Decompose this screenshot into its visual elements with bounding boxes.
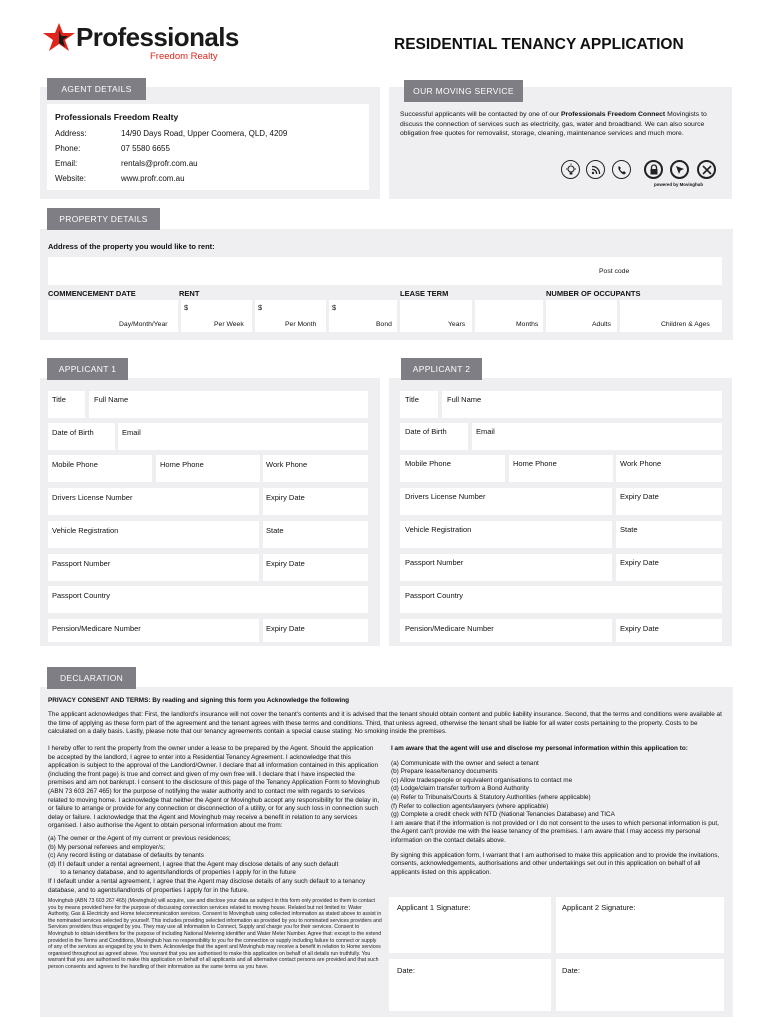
left-after: If I default under a rental agreement, I agree that the Agent may disclose details of any such default to a tenancy database, and to agents/landlords of properties I apply for in the future. xyxy=(48,877,366,894)
years-label: Years xyxy=(448,321,466,328)
left-list-item: (c) Any record listing or database of defaults by tenants xyxy=(48,852,204,860)
right-list-item: (f) Refer to collection agents/lawyers (where applicable) xyxy=(391,802,549,810)
a1-passport-label: Passport Number xyxy=(52,559,111,568)
applicant1-section-label: APPLICANT 1 xyxy=(47,358,128,380)
a1-title-label: Title xyxy=(52,395,66,404)
a2-full-name-label: Full Name xyxy=(447,395,482,404)
left-list-item: (b) My personal referees and employer/s; xyxy=(48,843,165,851)
left-list xyxy=(48,835,382,878)
per-month-label: Per Month xyxy=(285,321,317,328)
commencement-heading: COMMENCEMENT DATE xyxy=(48,289,136,298)
moving-text-b: Movingists to discuss the connection of services such as electricity, gas, water and broadband. We can also source obligation free quotes for removalist, storage, cleaning, maintenance services and much more. xyxy=(400,111,707,138)
a1-passport-expiry-label: Expiry Date xyxy=(266,559,305,568)
moving-text xyxy=(400,110,718,139)
currency-sign: $ xyxy=(258,303,263,312)
a2-pension-label: Pension/Medicare Number xyxy=(405,624,494,633)
a2-vehicle-label: Vehicle Registration xyxy=(405,525,472,534)
declaration-section-label: DECLARATION xyxy=(47,667,136,689)
cursor-icon xyxy=(670,160,689,179)
a1-home-phone-label: Home Phone xyxy=(160,460,204,469)
per-week-label: Per Week xyxy=(214,321,244,328)
right-heading: I am aware that the agent will use and disclose my personal information within this application to: xyxy=(391,745,688,752)
agent-address-label: Address: xyxy=(55,129,87,138)
a1-passport-country-label: Passport Country xyxy=(52,591,110,600)
a1-vehicle-label: Vehicle Registration xyxy=(52,526,119,535)
lock-icon xyxy=(644,160,663,179)
a2-mobile-label: Mobile Phone xyxy=(405,459,451,468)
applicant1-signature-label: Applicant 1 Signature: xyxy=(397,903,471,912)
occupants-heading: NUMBER OF OCCUPANTS xyxy=(546,289,641,298)
a2-passport-expiry-label: Expiry Date xyxy=(620,558,659,567)
months-label: Months xyxy=(516,321,539,328)
children-label: Children & Ages xyxy=(661,321,710,328)
page-title: RESIDENTIAL TENANCY APPLICATION xyxy=(394,36,684,53)
a2-license-expiry-label: Expiry Date xyxy=(620,492,659,501)
applicant2-date-label: Date: xyxy=(562,966,580,975)
left-fine-print: Movinghub (ABN 73 603 267 465) (Movinghub) will acquire, use and disclose your data as subject in this form only provided to them to contact you by means provided here for the purpose of discussing connection services related to moving house. Related but not limited to: Water Authority, Gas & Electricity and Home telecommunication services. Consent to Movinghub using collected information as stated above to assist in the nominated services selected by yourself. This includes providing selected information as provided by you to nominated services providers and Services providers thus engaged by you. They may use all information to Connect, Supply and charge you for their services. Consent to Movinghub to obtain identifiers for the purpose of including National Metering identifier and Water Meter Number. Agree that: except to the extend provided in the Terms and Conditions, Movinghub has no responsibility to you for the connection or supply including failure to connect or supply of any of the services as engaged by you to them. Acknowledge that the agent and Movinghub may receive a benefit in relation to Home services organised throughout as agreed above. You warrant that you are authorised to make this application on behalf of all details run truthfully. You warrant that you are authorised to make this application on behalf of all applicants and all alternative contact persons are provided and that such person consents and agrees to the handling of their information as the same terms as you have. xyxy=(48,898,382,971)
currency-sign: $ xyxy=(332,303,337,312)
right-list-item: (e) Refer to Tribunals/Courts & Statutory Authorities (where applicable) xyxy=(391,793,591,801)
a1-mobile-label: Mobile Phone xyxy=(52,460,98,469)
property-section-label: PROPERTY DETAILS xyxy=(47,208,160,230)
a2-state-label: State xyxy=(620,525,638,534)
a2-title-label: Title xyxy=(405,395,419,404)
agent-phone-value: 07 5580 6655 xyxy=(121,144,170,153)
agent-name: Professionals Freedom Realty xyxy=(55,112,179,122)
a1-work-phone-label: Work Phone xyxy=(266,460,308,469)
tools-icon xyxy=(697,160,716,179)
left-list-item: (a) The owner or the Agent of my current or previous residences; xyxy=(48,834,231,842)
declaration-intro: The applicant acknowledges that: First, the landlord's insurance will not cover the tenant's contents and it is advised that the tenant should obtain content and public liability insurance. Second, that the terms and conditions were available at the time of applying as these form part of the agreement and the tenant agrees with these terms and conditions. Third, that unless agreed, otherwise the tenant shall be liable for all water costs pertaining to the property. Costs to be calculated on a daily basis. Lastly, please note that our tenancy agreements contain a special cause stating: No smoking inside the premises. xyxy=(48,711,722,736)
a2-home-phone-label: Home Phone xyxy=(513,459,557,468)
brand-name: Professionals xyxy=(76,22,239,52)
agent-address-value: 14/90 Days Road, Upper Coomera, QLD, 4209 xyxy=(121,129,288,138)
agent-website-value: www.profr.com.au xyxy=(121,174,185,183)
applicant2-signature-label: Applicant 2 Signature: xyxy=(562,903,636,912)
privacy-heading: PRIVACY CONSENT AND TERMS: By reading and signing this form you Acknowledge the following xyxy=(48,697,350,704)
property-address-label: Address of the property you would like to rent: xyxy=(48,242,215,251)
a1-full-name-label: Full Name xyxy=(94,395,129,404)
logo xyxy=(42,20,242,64)
postcode-label: Post code xyxy=(599,268,630,275)
right-list-item: (d) Lodge/claim transfer to/from a Bond Authority xyxy=(391,785,529,793)
a2-email-label: Email xyxy=(476,427,495,436)
day-month-year-label: Day/Month/Year xyxy=(119,321,168,328)
applicant1-date-label: Date: xyxy=(397,966,415,975)
declaration-right-column xyxy=(391,745,727,877)
bulb-icon xyxy=(561,160,580,179)
left-list-item: (d) If I default under a rental agreement, I agree that the Agent may disclose details of any such default xyxy=(48,860,339,868)
a2-license-label: Drivers License Number xyxy=(405,492,486,501)
a2-work-phone-label: Work Phone xyxy=(620,459,662,468)
star-logo-icon xyxy=(42,22,76,52)
a1-full-name-input[interactable] xyxy=(89,391,368,418)
right-list-item: (a) Communicate with the owner and select a tenant xyxy=(391,759,539,767)
applicant2-section-label: APPLICANT 2 xyxy=(401,358,482,380)
right-list-item: (b) Prepare lease/tenancy documents xyxy=(391,768,498,776)
lease-term-heading: LEASE TERM xyxy=(400,289,449,298)
brand-subname: Freedom Realty xyxy=(150,51,218,62)
moving-section-label: OUR MOVING SERVICE xyxy=(404,80,523,102)
adults-label: Adults xyxy=(592,321,611,328)
right-sign-paragraph: By signing this application form, I warrant that I am authorised to make this application and to provide the invitations, consents, acknowledgements, authorisations and other undertakings set out in this application on behalf of all applicants listed on this application. xyxy=(391,851,720,876)
agent-email-value: rentals@profr.com.au xyxy=(121,159,198,168)
a2-email-input[interactable] xyxy=(472,423,722,450)
a2-dob-label: Date of Birth xyxy=(405,427,447,436)
agent-email-label: Email: xyxy=(55,159,78,168)
powered-by-movinghub: powered by Movinghub xyxy=(654,182,704,187)
moving-text-a: Successful applicants will be contacted by one of our xyxy=(400,111,561,118)
a2-pension-expiry-label: Expiry Date xyxy=(620,624,659,633)
phone-icon xyxy=(612,160,631,179)
agent-website-label: Website: xyxy=(55,174,86,183)
a2-passport-label: Passport Number xyxy=(405,558,464,567)
agent-section-label: AGENT DETAILS xyxy=(47,78,146,100)
currency-sign: $ xyxy=(184,303,189,312)
right-list xyxy=(391,760,727,820)
a1-license-label: Drivers License Number xyxy=(52,493,133,502)
left-paragraph: I hereby offer to rent the property from the owner under a lease to be prepared by the Agent. Should the application be accepted by the landlord, I agree to enter into a Residential Tenancy Agreement. I acknowledge that this application is subject to the approval of the Landlord/Owner. I declare that all information contained in this application (including the front page) is true and correct and given of my own free will. I declare that I have inspected the premises and am not bankrupt. I consent to the disclosure of this page of the Tenancy Application Form to Movinghub (ABN 73 603 267 465) for the purpose of notifying the water authority and to contact me with regards to services related to moving home. I acknowledge that neither the Agent or Movinghub accept any responsibility for the delay in, or failure to arrange or provide for any connection or disconnection of a utility, or for any such loss in connection such delay or failure. I acknowledge that the Agent and Movinghub may receive a benefit in relation to any services organised. I also authorise the Agent to obtain personal information about me from: xyxy=(48,745,380,830)
right-list-item: (g) Complete a credit check with NTD (National Tenancies Database) and TICA xyxy=(391,811,615,819)
right-aware: I am aware that if the information is not provided or I do not consent to the uses to which personal information is put, the Agent can't provide me with the lease tenancy of the premises. I am aware that I may access my personal information on the contact details above. xyxy=(391,819,719,844)
applicant2-date-field[interactable] xyxy=(556,959,724,1011)
left-list-item: to a tenancy database, and to agents/landlords of properties I apply for in the future xyxy=(48,869,296,877)
a1-pension-label: Pension/Medicare Number xyxy=(52,624,141,633)
right-list-item: (c) Allow tradespeople or equivalent organisations to contact me xyxy=(391,776,573,784)
agent-phone-label: Phone: xyxy=(55,144,81,153)
a1-pension-expiry-label: Expiry Date xyxy=(266,624,305,633)
wifi-icon xyxy=(586,160,605,179)
a1-email-label: Email xyxy=(122,428,141,437)
a1-license-expiry-label: Expiry Date xyxy=(266,493,305,502)
declaration-left-column xyxy=(48,745,382,971)
a2-passport-country-label: Passport Country xyxy=(405,591,463,600)
rent-heading: RENT xyxy=(179,289,200,298)
a2-full-name-input[interactable] xyxy=(442,391,722,418)
a1-state-label: State xyxy=(266,526,284,535)
a1-email-input[interactable] xyxy=(118,423,368,450)
bond-label: Bond xyxy=(376,321,392,328)
moving-text-bold: Professionals Freedom Connect xyxy=(560,111,666,118)
a1-dob-label: Date of Birth xyxy=(52,428,94,437)
